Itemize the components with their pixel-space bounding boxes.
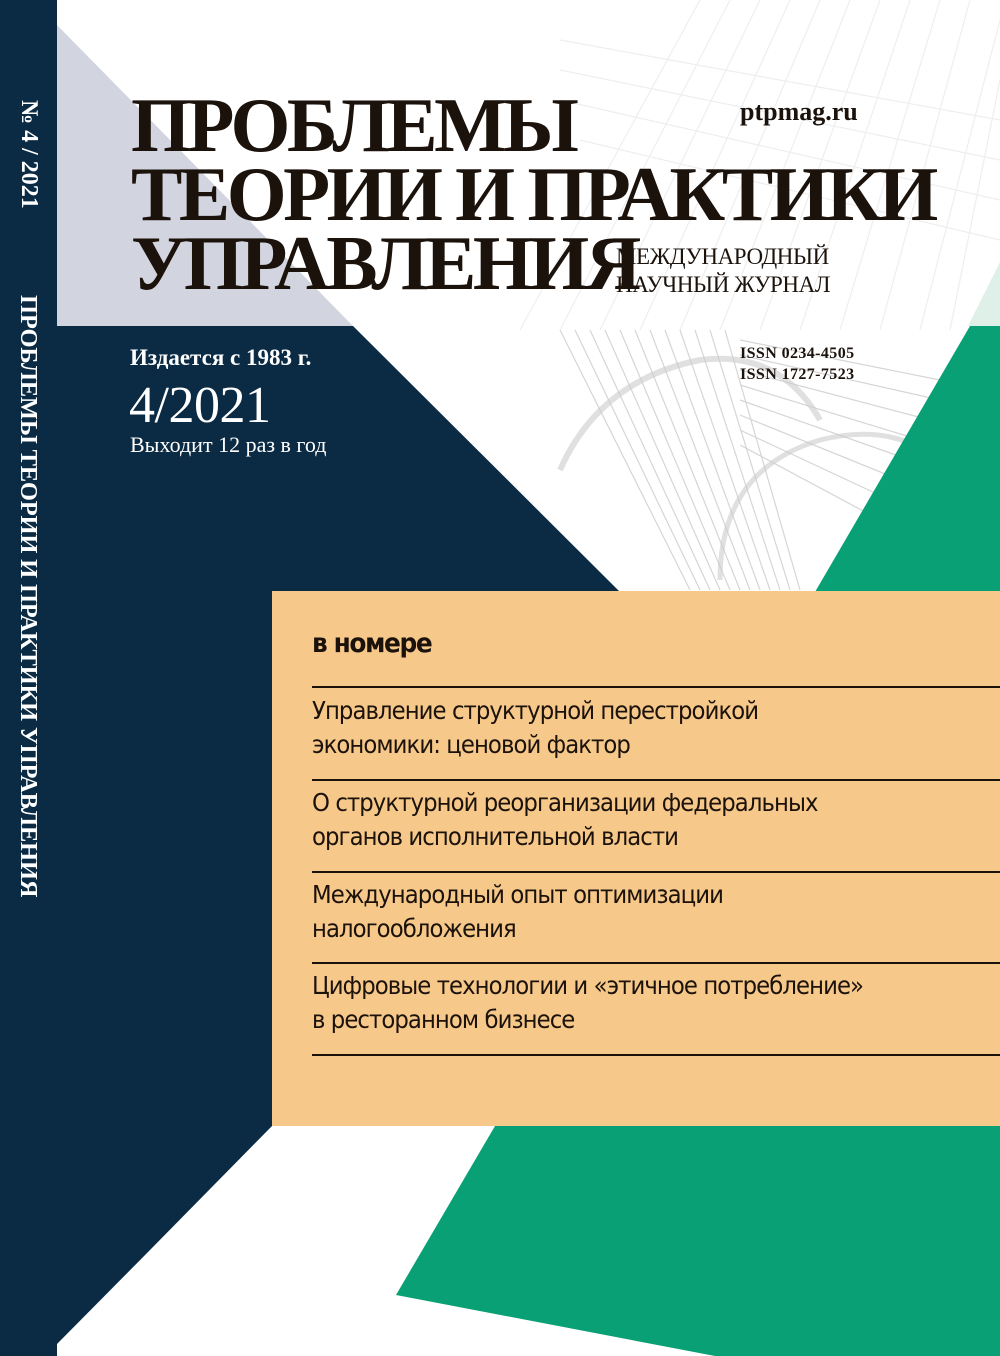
website-link[interactable]: ptpmag.ru [740, 97, 858, 126]
article-title-line: органов исполнительной власти [312, 822, 679, 851]
contents-heading: в номере [312, 628, 432, 659]
issn-block [740, 343, 855, 385]
subtitle-line: НАУЧНЫЙ ЖУРНАЛ [616, 272, 831, 297]
divider [312, 686, 1000, 688]
issue-number: 4/2021 [129, 377, 271, 434]
subtitle-line: МЕЖДУНАРОДНЫЙ [616, 244, 829, 269]
issn-online: ISSN 1727-7523 [740, 366, 855, 383]
article-title-line: в ресторанном бизнесе [312, 1005, 575, 1034]
divider [312, 962, 1000, 964]
divider [312, 1054, 1000, 1056]
journal-title-line: ПРОБЛЕМЫ [131, 82, 576, 168]
article-item[interactable] [312, 969, 944, 1037]
divider [312, 779, 1000, 781]
journal-subtitle [616, 243, 830, 299]
article-title-line: Цифровые технологии и «этичное потребление» [312, 971, 864, 1000]
article-item[interactable] [312, 878, 944, 946]
article-title-line: Международный опыт оптимизации [312, 880, 723, 909]
article-title-line: О структурной реорганизации федеральных [312, 788, 818, 817]
published-since: Издается с 1983 г. [130, 345, 312, 370]
journal-title-line: УПРАВЛЕНИЯ [131, 220, 638, 306]
issn-print: ISSN 0234-4505 [740, 345, 855, 362]
green-lower-shape [396, 1126, 1000, 1356]
article-item[interactable] [312, 786, 944, 854]
mint-triangle-shape [968, 262, 1000, 326]
contents-box [272, 591, 1000, 1126]
article-item[interactable] [312, 694, 944, 762]
publication-frequency: Выходит 12 раз в год [130, 432, 327, 457]
article-title-line: Управление структурной перестройкой [312, 696, 759, 725]
article-title-line: налогообложения [312, 914, 516, 943]
journal-title-line: ТЕОРИИ И ПРАКТИКИ [131, 151, 935, 237]
article-title-line: экономики: ценовой фактор [312, 730, 630, 759]
spine-title: ПРОБЛЕМЫ ТЕОРИИ И ПРАКТИКИ УПРАВЛЕНИЯ [15, 295, 42, 898]
spine-issue-number: № 4 / 2021 [16, 100, 42, 209]
divider [312, 871, 1000, 873]
